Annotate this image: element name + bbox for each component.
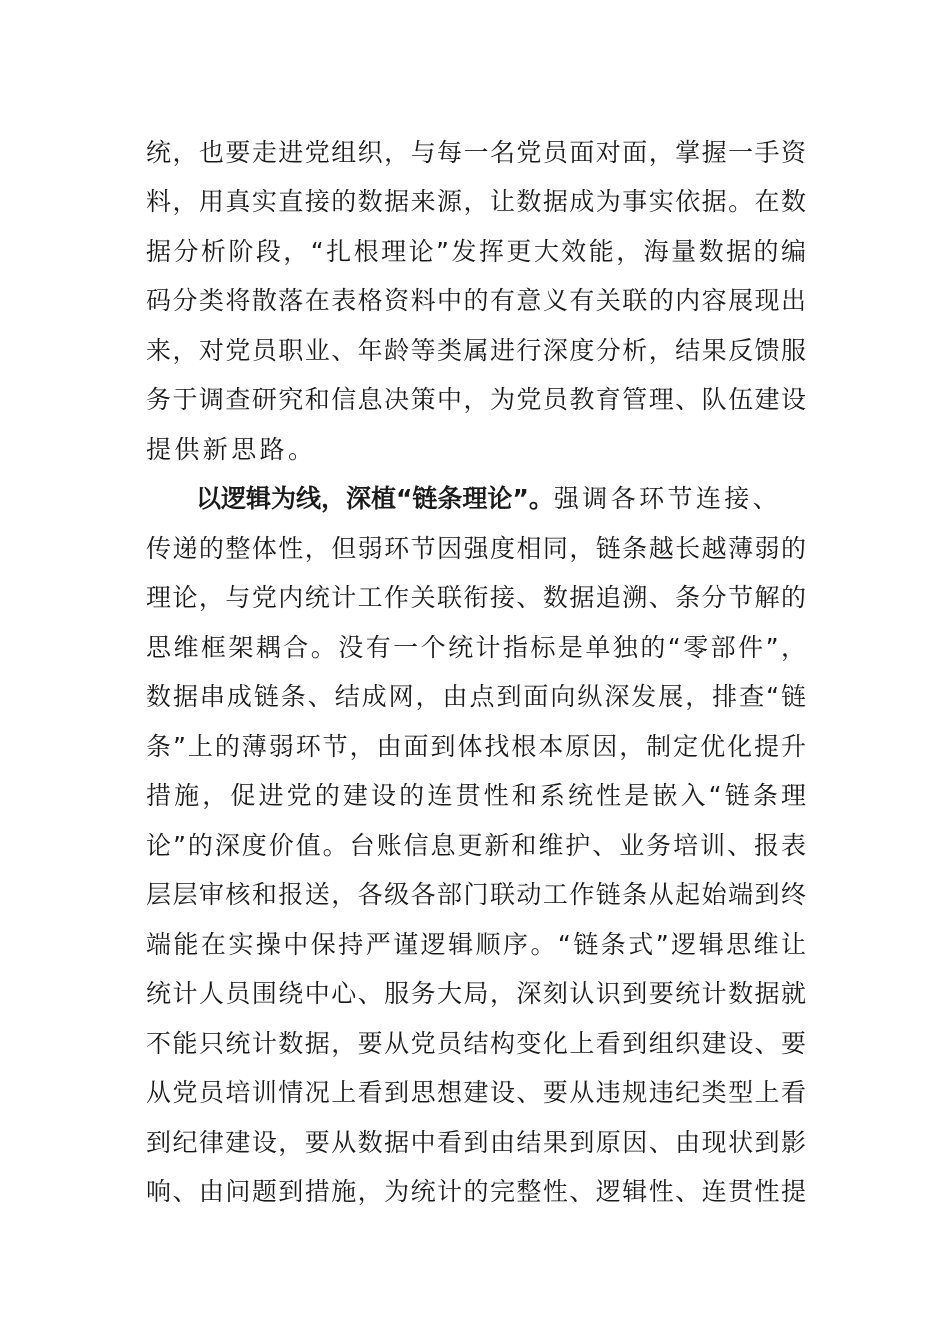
- paragraph-2-line: 论”的深度价值。台账信息更新和维护、业务培训、报表: [146, 831, 806, 860]
- paragraph-2-first-line: [146, 474, 806, 524]
- paragraph-2-line: 从党员培训情况上看到思想建设、要从违规违纪类型上看: [146, 1078, 806, 1107]
- paragraph-2-line: 端能在实操中保持严谨逻辑顺序。“链条式”逻辑思维让: [146, 930, 806, 959]
- paragraph-1-line: 据分析阶段，“扎根理论”发挥更大效能，海量数据的编: [146, 237, 806, 266]
- paragraph-2-line: 条”上的薄弱环节，由面到体找根本原因，制定优化提升: [146, 732, 806, 761]
- paragraph-2-line: 统计人员围绕中心、服务大局，深刻认识到要统计数据就: [146, 979, 806, 1008]
- paragraph-2-line: 到纪律建设，要从数据中看到由结果到原因、由现状到影: [146, 1128, 806, 1157]
- paragraph-2-line: 传递的整体性，但弱环节因强度相同，链条越长越薄弱的: [146, 534, 806, 563]
- paragraph-2-first-line-text: 强调各环节连接、: [553, 484, 782, 513]
- paragraph-1-line: 料，用真实直接的数据来源，让数据成为事实依据。在数: [146, 187, 806, 216]
- paragraph-2-line: 不能只统计数据，要从党员结构变化上看到组织建设、要: [146, 1029, 806, 1058]
- paragraph-2-line: 响、由问题到措施，为统计的完整性、逻辑性、连贯性提: [146, 1177, 806, 1206]
- paragraph-2-line: 数据串成链条、结成网，由点到面向纵深发展，排查“链: [146, 682, 806, 711]
- paragraph-2-heading: 以逻辑为线，深植“链条理论”。: [196, 484, 554, 513]
- paragraph-1-line: 务于调查研究和信息决策中，为党员教育管理、队伍建设: [146, 385, 806, 414]
- paragraph-2-line: 思维框架耦合。没有一个统计指标是单独的“零部件”，: [146, 633, 806, 662]
- paragraph-1-last-line: 提供新思路。: [146, 435, 317, 464]
- paragraph-1-line: 码分类将散落在表格资料中的有意义有关联的内容展现出: [146, 286, 806, 315]
- paragraph-1-line: 来，对党员职业、年龄等类属进行深度分析，结果反馈服: [146, 336, 806, 365]
- paragraph-2-line: 措施，促进党的建设的连贯性和系统性是嵌入“链条理: [146, 781, 806, 810]
- paragraph-2-line: 层层审核和报送，各级各部门联动工作链条从起始端到终: [146, 880, 806, 909]
- paragraph-2-line: 理论，与党内统计工作关联衔接、数据追溯、条分节解的: [146, 583, 806, 612]
- paragraph-1-line: 统，也要走进党组织，与每一名党员面对面，掌握一手资: [146, 138, 806, 167]
